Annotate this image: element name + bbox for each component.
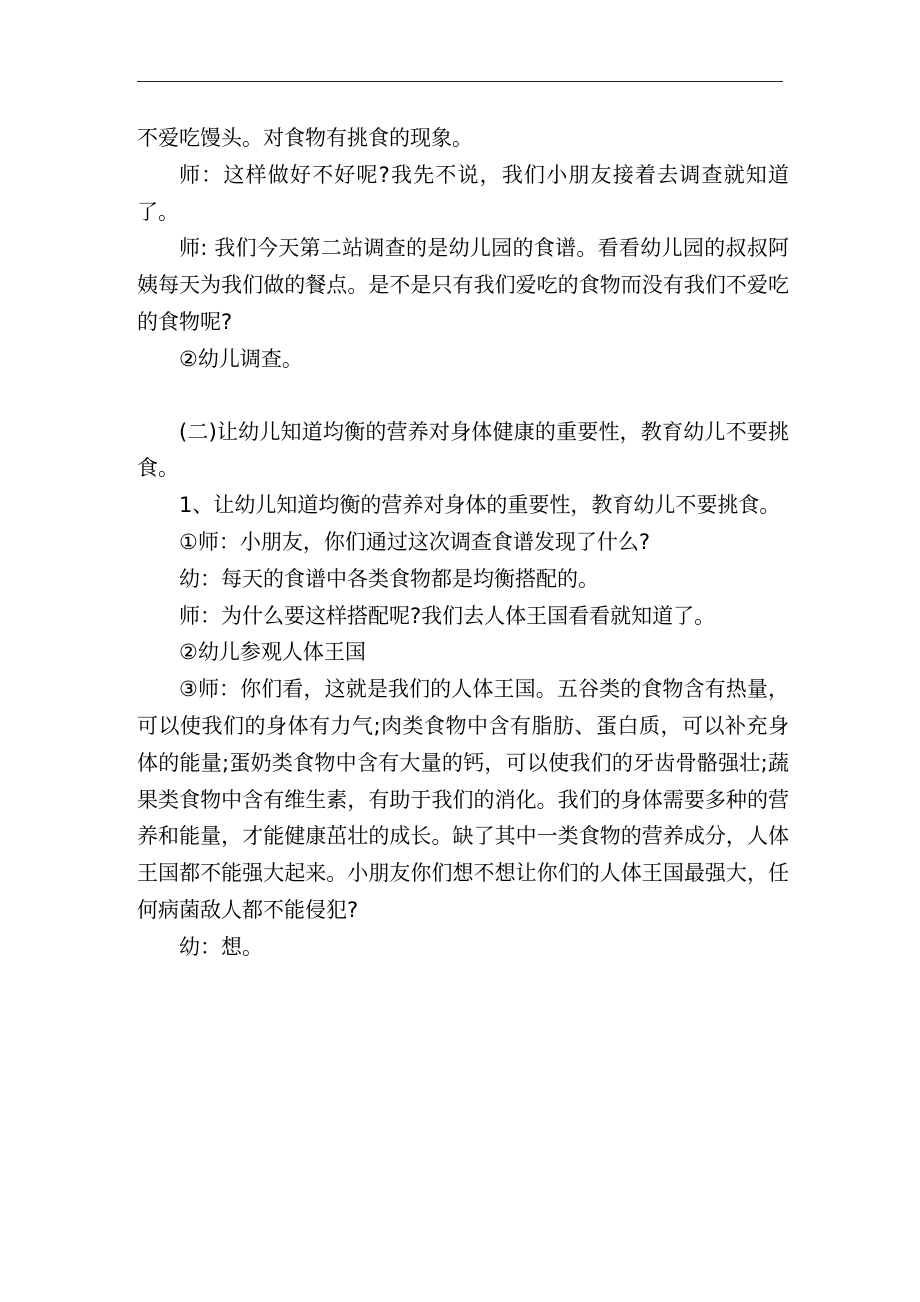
paragraph-teacher-explain: ③师：你们看，这就是我们的人体王国。五谷类的食物含有热量，可以使我们的身体有力气;肉类食物中含有脂肪、蛋白质，可以补充身体的能量;蛋奶类食物中含有大量的钙，可以使我们的牙齿骨骼强壮;蔬果类食物中含有维生素，有助于我们的消化。我们的身体需要多种的营养和能量，才能健康茁壮的成长。缺了其中一类食物的营养成分，人体王国都不能强大起来。小朋友你们想不想让你们的人体王国最强大，任何病菌敌人都不能侵犯? [137, 677, 789, 922]
paragraph-teacher-question: ①师：小朋友，你们通过这次调查食谱发现了什么? [179, 529, 650, 554]
paragraph-teacher-why: 师：为什么要这样搭配呢?我们去人体王国看看就知道了。 [179, 603, 716, 628]
document-body [137, 120, 789, 966]
paragraph-teacher-2: 师: 我们今天第二站调查的是幼儿园的食谱。看看幼儿园的叔叔阿姨每天为我们做的餐点。是不是只有我们爱吃的食物而没有我们不爱吃的食物呢? [137, 236, 789, 334]
section-heading-2: (二)让幼儿知道均衡的营养对身体健康的重要性，教育幼儿不要挑食。 [137, 419, 789, 481]
paragraph-child-reply: 幼：想。 [179, 934, 263, 959]
paragraph-continuation: 不爱吃馒头。对食物有挑食的现象。 [137, 126, 473, 150]
paragraph-step-visit: ②幼儿参观人体王国 [179, 640, 366, 665]
section-gap [137, 378, 789, 414]
subsection-heading-1: 1、让幼儿知道均衡的营养对身体的重要性，教育幼儿不要挑食。 [179, 493, 781, 518]
paragraph-step-survey: ②幼儿调查。 [179, 346, 303, 371]
paragraph-teacher-1: 师：这样做好不好呢?我先不说，我们小朋友接着去调查就知道了。 [137, 162, 789, 224]
header-rule [137, 81, 783, 82]
paragraph-child-answer: 幼：每天的食谱中各类食物都是均衡搭配的。 [179, 566, 599, 591]
